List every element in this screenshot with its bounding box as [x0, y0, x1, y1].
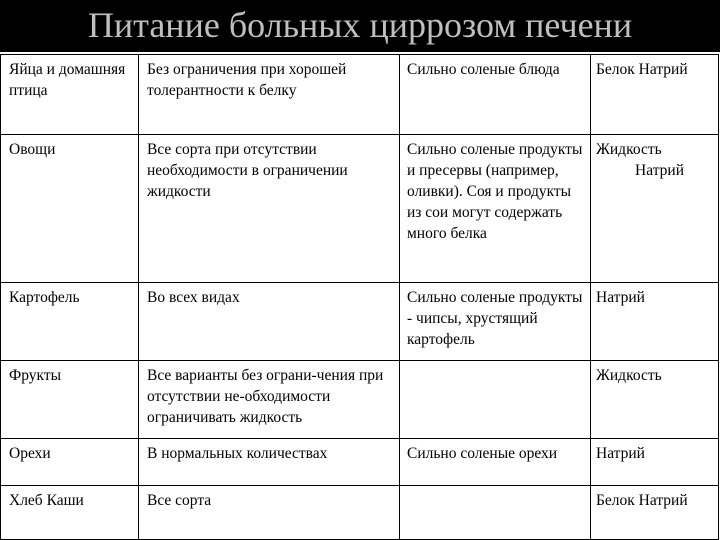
- cell-product: Яйца и домашняя птица: [1, 55, 139, 135]
- cell-restrict: Жидкость: [591, 361, 719, 439]
- cell-restrict: Натрий: [591, 439, 719, 486]
- cell-avoid: Сильно соленые продукты - чипсы, хрустящий картофель: [400, 283, 591, 361]
- restrict-fluid: Жидкость: [596, 141, 662, 158]
- table-row-potatoes: [1, 283, 719, 361]
- diet-table: [0, 54, 719, 540]
- cell-allowed: Все сорта при отсутствии необходимости в ограничении жидкости: [139, 135, 400, 283]
- table-row-fruits: [1, 361, 719, 439]
- table-row-nuts: [1, 439, 719, 486]
- cell-product: Фрукты: [1, 361, 139, 439]
- cell-product: Овощи: [1, 135, 139, 283]
- cell-allowed: Все сорта: [139, 486, 400, 540]
- cell-allowed: В нормальных количествах: [139, 439, 400, 486]
- table-row-vegetables: [1, 135, 719, 283]
- table-row-eggs: [1, 55, 719, 135]
- table-row-bread: [1, 486, 719, 540]
- cell-avoid: Сильно соленые орехи: [400, 439, 591, 486]
- cell-restrict: Натрий: [591, 283, 719, 361]
- cell-restrict: [591, 135, 719, 283]
- cell-avoid: [400, 486, 591, 540]
- restrict-sodium: Натрий: [635, 162, 684, 179]
- cell-allowed: Без ограничения при хорошей толерантности к белку: [139, 55, 400, 135]
- cell-restrict: Белок Натрий: [591, 55, 719, 135]
- cell-allowed: Все варианты без ограни-чения при отсутствии не-обходимости ограничивать жидкость: [139, 361, 400, 439]
- cell-allowed: Во всех видах: [139, 283, 400, 361]
- cell-product: Хлеб Каши: [1, 486, 139, 540]
- page-title: Питание больных циррозом печени: [87, 5, 633, 45]
- cell-avoid: Сильно соленые блюда: [400, 55, 591, 135]
- cell-avoid: Сильно соленые продукты и пресервы (например, оливки). Соя и продукты из сои могут содержать много белка: [400, 135, 591, 283]
- cell-avoid: [400, 361, 591, 439]
- cell-product: Орехи: [1, 439, 139, 486]
- cell-restrict: Белок Натрий: [591, 486, 719, 540]
- cell-product: Картофель: [1, 283, 139, 361]
